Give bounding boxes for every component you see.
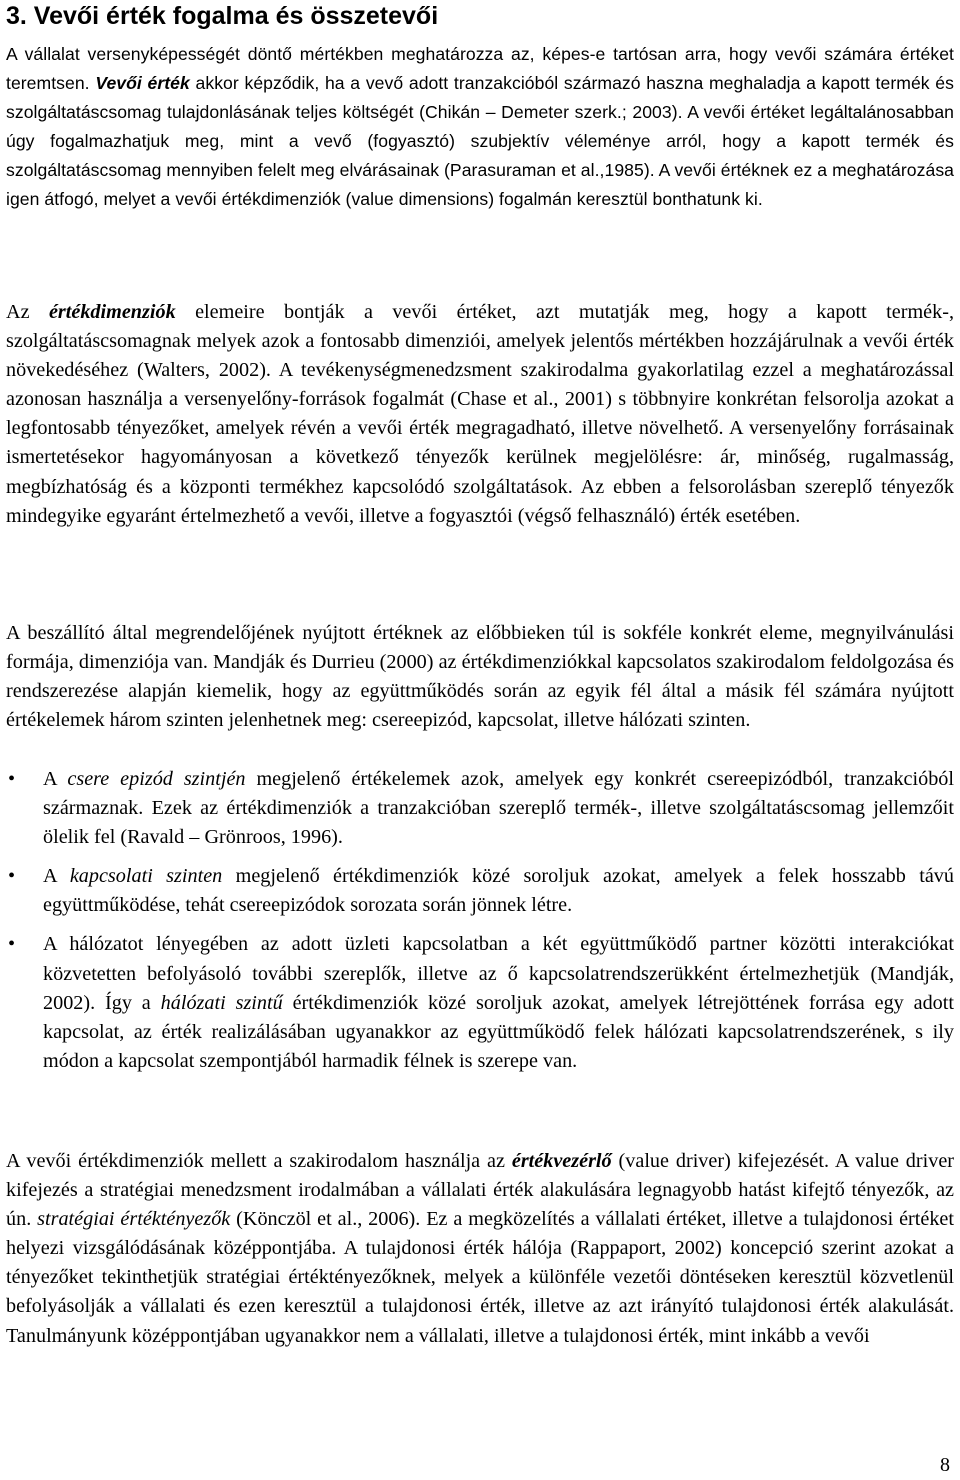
bullet-1-text-c: megjelenő értékelemek azok, amelyek egy konkrét csereepizódból, tranzakcióból származnak. Ezek az értékdimenziók a tranzakcióban szereplő termék-, illetve szolgáltatáscsomag jellemzőit ölelik fel (Ravald – Grönroos, 1996). [43, 768, 954, 849]
bullet-3-term: hálózati szintű [160, 991, 283, 1014]
bullet-3-text-c: értékdimenziók közé soroljuk azokat, amelyek létrejöttének forrása egy adott kapcsolat, az érték realizálásában ugyanakkor az együttműködő felek hálózati kapcsolatrendszerének, s ily módon a kapcsolat szempontjából harmadik félnek is szerepe van. [43, 991, 954, 1072]
bullet-1-text-a: A [43, 768, 68, 790]
p3-text: A beszállító által megrendelőjének nyújtott értéknek az előbbieken túl is sokféle konkrét eleme, megnyilvánulási formája, dimenziója van. Mandják és Durrieu (2000) az értékdimenziókkal kapcsolatos szakirodalom feldolgozása és rendszerezése alapján kiemelik, hogy az együttműködés során az egyik fél által a másik fél számára nyújtott értékelemek három szinten jelenhetnek meg: csereepizód, kapcsolat, illetve hálózati szinten. [6, 622, 954, 732]
p4-text-e: (Könczöl et al., 2006). Ez a megközelítés a vállalati értéket, illetve a tulajdonosi értéket helyezi vizsgálódásának középpontjába. A tulajdonosi érték hálója (Rappaport, 2002) koncepció szerint azokat a tényezőket tekinthetjük stratégiai értéktényezőknek, melyek a különféle vezetői döntéseken keresztül közvetlenül befolyásolják a vállalati és ezen keresztül a tulajdonosi érték, illetve az azt irányító tulajdonosi érték alakulását. Tanulmányunk középpontjában ugyanakkor nem a vállalati, illetve a tulajdonosi érték, mint inkább a vevői [6, 1208, 955, 1347]
bullet-list-value-levels [6, 765, 954, 1076]
bullet-2-term: kapcsolati szinten [69, 865, 223, 888]
bullet-3-text-a: A hálózatot lényegében az adott üzleti kapcsolatban a két együttműködő partner közötti interakciókat közvetetten befolyásoló további szereplők, illetve az ő kapcsolatrendszerükként értelmezhetjük (Mandják, 2002). Így a [43, 933, 954, 1014]
paragraph-value-dimensions [6, 298, 954, 531]
paragraph-supplier-value [6, 619, 954, 735]
bullet-icon: • [8, 865, 16, 888]
p1-term-vevoi-ertek: Vevői érték [95, 73, 190, 93]
p4-term-strategiai-ertektenyezok: stratégiai értéktényezők [37, 1208, 231, 1231]
p2-text-a: Az [6, 301, 49, 323]
bullet-1-term: csere epizód szintjén [67, 768, 246, 790]
list-item [6, 930, 954, 1075]
bullet-2-text-a: A [43, 865, 70, 888]
bullet-icon: • [8, 933, 16, 956]
paragraph-value-driver [6, 1147, 954, 1351]
p1-text-c: akkor képződik, ha a vevő adott tranzakcióból származó haszna meghaladja a kapott termék és szolgáltatáscsomag tulajdonlásának teljes költségét (Chikán – Demeter szerk.; 2003). A vevői értéket legáltalánosabban úgy fogalmazhatjuk meg, mint a vevő (fogyasztó) szubjektív véleménye arról, hogy a kapott termék és szolgáltatáscsomag mennyiben felelt meg elvárásainak (Parasuraman et al.,1985). A vevői értéknek ez a meghatározása igen átfogó, melyet a vevői értékdimenziók (value dimensions) fogalmán keresztül bonthatunk ki. [6, 73, 954, 209]
p2-term-ertekdimenziok: értékdimenziók [48, 301, 176, 323]
bullet-icon: • [8, 768, 16, 790]
list-item [6, 862, 954, 920]
p2-text-c: elemeire bontják a vevői értéket, azt mutatják meg, hogy a kapott termék-, szolgáltatáscsomagnak melyek azok a fontosabb dimenziói, amelyek jelentős mértékben hozzájárulnak a vevői érték növekedéséhez (Walters, 2002). A tevékenységmenedzsment szakirodalma gyakorlatilag ezzel a meghatározással azonosan használja a versenyelőny-források fogalmát (Chase et al., 2001) s többnyire konkrétan felsorolja azokat a legfontosabb tényezőket, amelyek révén a vevői érték megragadható, illetve növelhető. A versenyelőny forrásainak ismertetésekor hagyományosan a következő tényezők kerülnek megjelölésre: ár, minőség, rugalmasság, megbízhatóság és a központi termékhez kapcsolódó szolgáltatások. Az ebben a felsorolásban szereplő tényezők mindegyike egyaránt értelmezhető a vevői, illetve a fogyasztói (végső felhasználó) érték esetében. [6, 301, 954, 527]
paragraph-value-definition [6, 40, 954, 214]
bullet-2-text-c: megjelenő értékdimenziók közé soroljuk azokat, amelyek a felek hosszabb távú együttműködése, tehát csereepizódok sorozata során jönnek létre. [43, 865, 954, 917]
section-heading: 3. Vevői érték fogalma és összetevői [6, 2, 439, 30]
p1-text-a: A vállalat versenyképességét döntő mértékben meghatározza az, képes-e tartósan arra, hogy vevői számára értéket teremtsen. [6, 44, 954, 93]
p4-text-c: (value driver) kifejezését. A value driver kifejezés a stratégiai menedzsment irodalmában a vállalati érték alakulására legnagyobb hatást kifejtő tényezők, az ún. [6, 1150, 955, 1231]
page-number: 8 [940, 1454, 950, 1476]
p4-text-a: A vevői értékdimenziók mellett a szakirodalom használja az [6, 1150, 512, 1172]
p4-term-ertekvezerlo: értékvezérlő [511, 1150, 612, 1172]
list-item [6, 765, 954, 852]
